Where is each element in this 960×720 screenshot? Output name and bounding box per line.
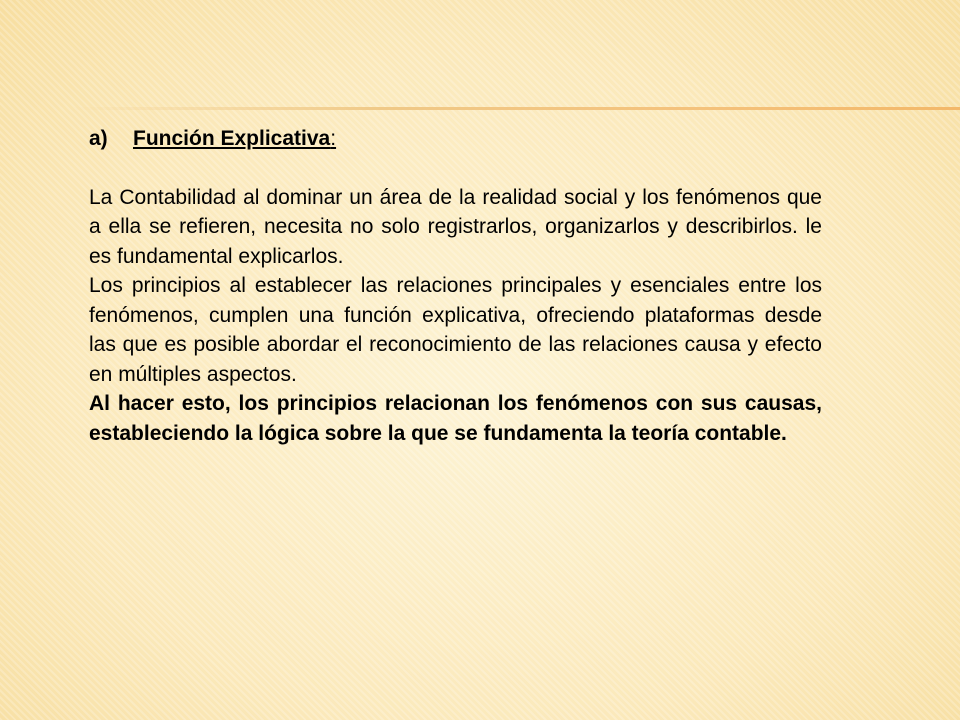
paragraph-2: Los principios al establecer las relaciones principales y esenciales entre los fenómenos, cumplen una función explicativa, ofreciendo plataformas desde las que es posible abordar el reconocimiento de las relaciones causa y efecto en múltiples aspectos.	[89, 274, 822, 386]
heading-colon: :	[330, 127, 337, 150]
title-divider-line	[70, 107, 960, 110]
list-marker: a)	[89, 127, 108, 150]
heading-title: Función Explicativa	[133, 127, 331, 150]
slide-body	[89, 124, 822, 448]
paragraph-1: La Contabilidad al dominar un área de la realidad social y los fenómenos que a ella se refieren, necesita no solo registrarlos, organizarlos y describirlos. le es fundamental explicarlos.	[89, 185, 822, 268]
paragraph-3-emphasis: Al hacer esto, los principios relacionan los fenómenos con sus causas, estableciendo la lógica sobre la que se fundamenta la teoría contable.	[89, 392, 822, 445]
section-heading	[89, 124, 822, 154]
